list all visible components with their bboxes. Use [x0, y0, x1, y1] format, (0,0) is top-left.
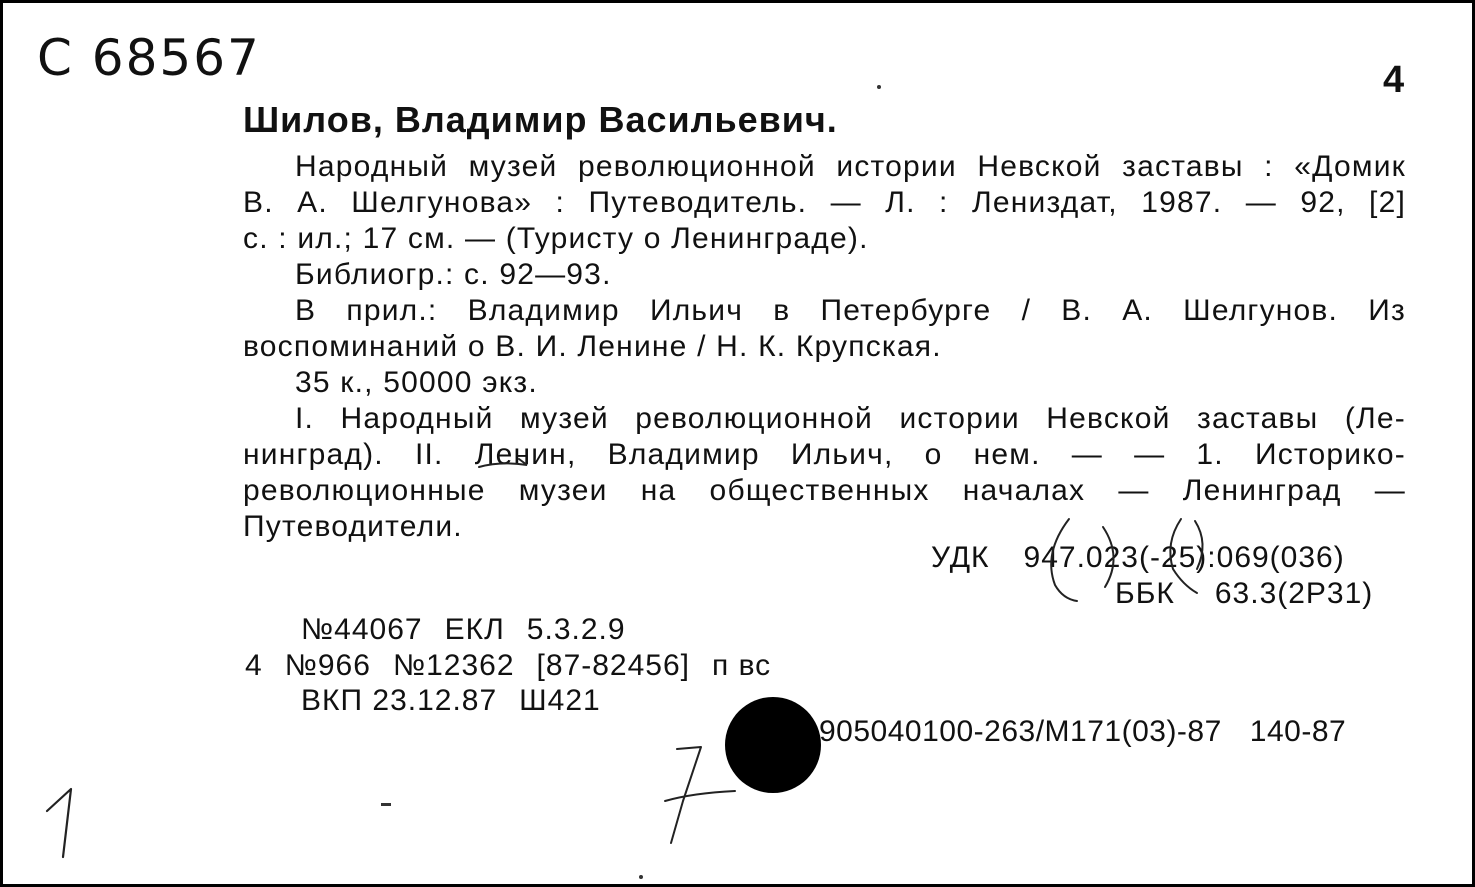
handwritten-underline-mark: [473, 455, 533, 475]
bibliographic-description: [243, 149, 1406, 545]
tech-line-3: [301, 684, 623, 718]
tech-line-2: [245, 649, 793, 683]
description-line: с. : ил.; 17 см. — (Туристу о Ленинграде).: [243, 222, 869, 255]
stray-dot: [639, 875, 643, 879]
appendix-note: воспоминаний о В. И. Ленине / Н. К. Крупская.: [243, 330, 942, 363]
udk-value: 947.023(-25):069(036): [1023, 541, 1345, 574]
tech-field: Ш421: [519, 684, 601, 717]
handwritten-bracket-marks: [1033, 513, 1213, 613]
stray-mark: [381, 803, 391, 806]
tech-field: №12362: [392, 649, 515, 682]
card-number: 4: [1383, 59, 1405, 101]
tech-field: [87-82456]: [536, 649, 690, 682]
bbk-value: 63.3(2Р31): [1214, 577, 1374, 610]
order-number: 140-87: [1249, 715, 1347, 748]
subject-headings: нинград). II. Ленин, Владимир Ильич, о нем. — — 1. Историко-: [243, 438, 1406, 471]
tech-field: ЕКЛ: [444, 613, 505, 646]
description-line: Народный музей революционной истории Невской заставы : «Домик: [295, 150, 1406, 183]
description-line: В. А. Шелгунова» : Путеводитель. — Л. : Лениздат, 1987. — 92, [2]: [243, 186, 1406, 219]
tech-field: 5.3.2.9: [526, 613, 626, 646]
index-code-line: [819, 715, 1346, 749]
price-edition: 35 к., 50000 экз.: [295, 366, 538, 399]
subject-headings: I. Народный музей революционной истории Невской заставы (Ле-: [295, 402, 1406, 435]
tech-field: №44067: [301, 613, 423, 646]
appendix-note: В прил.: Владимир Ильич в Петербурге / В. А. Шелгунов. Из: [295, 294, 1406, 327]
shelfmark: С 68567: [37, 29, 261, 87]
tech-line-1: [301, 613, 648, 647]
subject-headings: Путеводители.: [243, 510, 463, 543]
author-heading: Шилов, Владимир Васильевич.: [243, 99, 838, 140]
tech-field: ВКП 23.12.87: [301, 684, 498, 717]
bbk-label: ББК: [1115, 577, 1175, 610]
tech-field: 4: [245, 649, 263, 682]
tech-field: №966: [284, 649, 371, 682]
handwritten-seven-mark: [643, 743, 743, 853]
handwritten-one-mark: [33, 783, 93, 863]
subject-headings: революционные музеи на общественных началах — Ленинград —: [243, 474, 1406, 507]
bibliography-note: Библиогр.: с. 92—93.: [295, 258, 612, 291]
index-code: 905040100-263/М171(03)-87: [819, 715, 1222, 748]
stray-dot: [877, 85, 881, 89]
tech-field: п вс: [712, 649, 772, 682]
udk-label: УДК: [931, 541, 990, 574]
